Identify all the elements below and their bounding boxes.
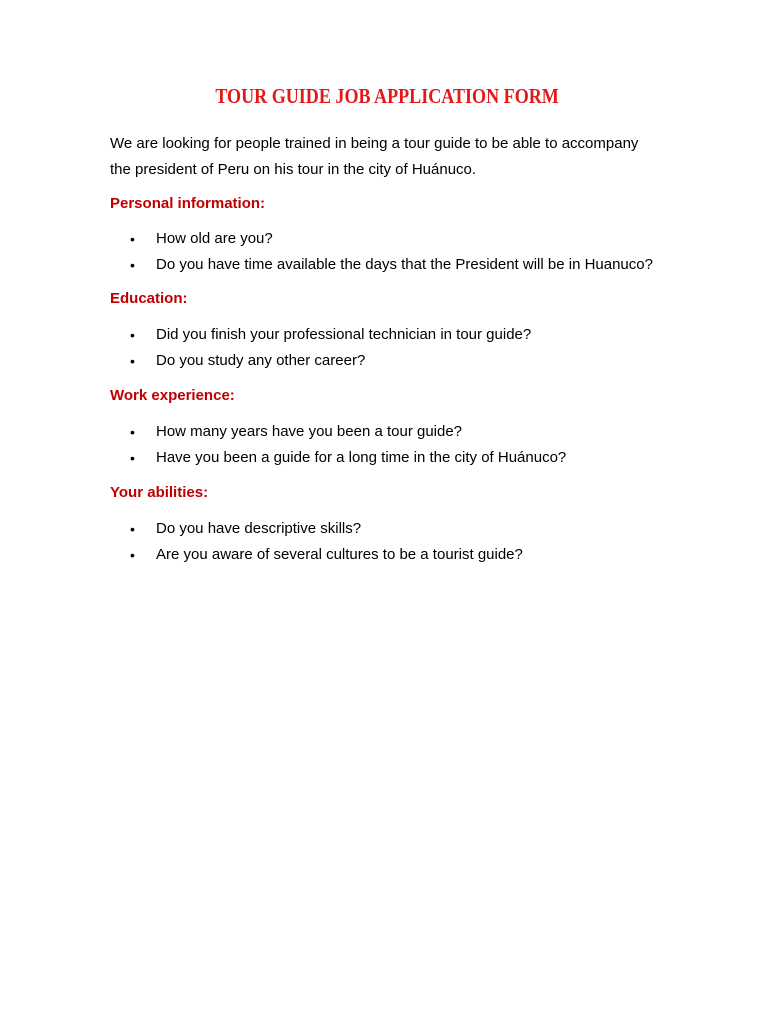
section-list-your-abilities: [110, 516, 710, 568]
intro-paragraph: [110, 131, 670, 183]
list-item: [110, 542, 710, 568]
section-heading-work-experience: Work experience:: [110, 387, 235, 404]
list-item: [110, 419, 710, 445]
list-item-text: Are you aware of several cultures to be a tourist guide?: [156, 546, 523, 563]
section-list-education: [110, 322, 710, 374]
list-item: [110, 252, 710, 278]
list-item: [110, 226, 710, 252]
list-item-text: Do you study any other career?: [156, 352, 366, 369]
section-heading-education: Education:: [110, 290, 188, 307]
section-list-personal-information: [110, 226, 710, 278]
list-item: [110, 322, 710, 348]
bullet-icon: •: [130, 353, 135, 369]
intro-line-2: the president of Peru on his tour in the city of Huánuco.: [110, 161, 477, 178]
list-item-text: Did you finish your professional technician in tour guide?: [156, 326, 532, 343]
bullet-icon: •: [130, 257, 135, 273]
page-title: TOUR GUIDE JOB APPLICATION FORM: [215, 84, 559, 108]
section-heading-personal-information: Personal information:: [110, 195, 266, 212]
list-item-text: How many years have you been a tour guide?: [156, 423, 463, 440]
bullet-icon: •: [130, 327, 135, 343]
list-item-text: Do you have time available the days that the President will be in Huanuco?: [156, 256, 653, 273]
list-item: [110, 445, 710, 471]
bullet-icon: •: [130, 424, 135, 440]
bullet-icon: •: [130, 521, 135, 537]
list-item: [110, 348, 710, 374]
list-item-text: Do you have descriptive skills?: [156, 520, 362, 537]
section-list-work-experience: [110, 419, 710, 471]
intro-line-1: We are looking for people trained in being a tour guide to be able to accompany: [110, 135, 639, 152]
bullet-icon: •: [130, 450, 135, 466]
bullet-icon: •: [130, 547, 135, 563]
list-item-text: How old are you?: [156, 230, 273, 247]
section-heading-your-abilities: Your abilities:: [110, 484, 209, 501]
bullet-icon: •: [130, 231, 135, 247]
list-item: [110, 516, 710, 542]
list-item-text: Have you been a guide for a long time in the city of Huánuco?: [156, 449, 567, 466]
